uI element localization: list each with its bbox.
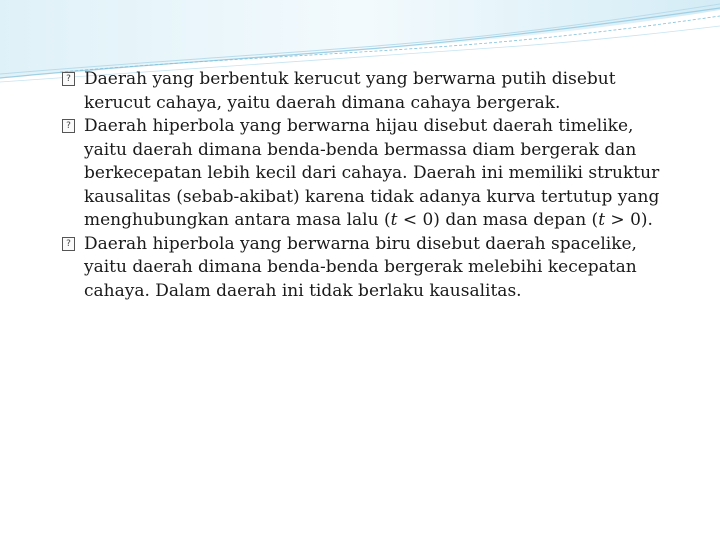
bullet-paragraph-3	[62, 233, 672, 304]
header-wave-fill	[0, 0, 720, 78]
paragraph-text: Daerah yang berbentuk kerucut yang berwarna putih disebut kerucut cahaya, yaitu daerah dimana cahaya bergerak.	[84, 69, 616, 113]
paragraph-text: > 0).	[605, 210, 653, 230]
bullet-paragraph-1	[62, 68, 672, 115]
bullet-icon: ?	[62, 237, 75, 251]
variable-t: t	[598, 210, 606, 230]
paragraph-text: < 0) dan masa depan (	[397, 210, 599, 230]
bullet-paragraph-2	[62, 115, 672, 233]
variable-t: t	[390, 210, 398, 230]
slide-content	[62, 68, 672, 303]
bullet-icon: ?	[62, 72, 75, 86]
paragraph-text: Daerah hiperbola yang berwarna biru disebut daerah spacelike, yaitu daerah dimana benda-benda bergerak melebihi kecepatan cahaya. Dalam daerah ini tidak berlaku kausalitas.	[84, 233, 637, 301]
bullet-icon: ?	[62, 119, 75, 133]
paragraph-text: Daerah hiperbola yang berwarna hijau disebut daerah timelike, yaitu daerah dimana benda-benda bermassa diam bergerak dan berkecepatan lebih kecil dari cahaya. Daerah ini memiliki struktur kausalitas (sebab-akibat) karena tidak adanya kurva tertutup yang menghubungkan antara masa lalu (	[84, 116, 660, 230]
